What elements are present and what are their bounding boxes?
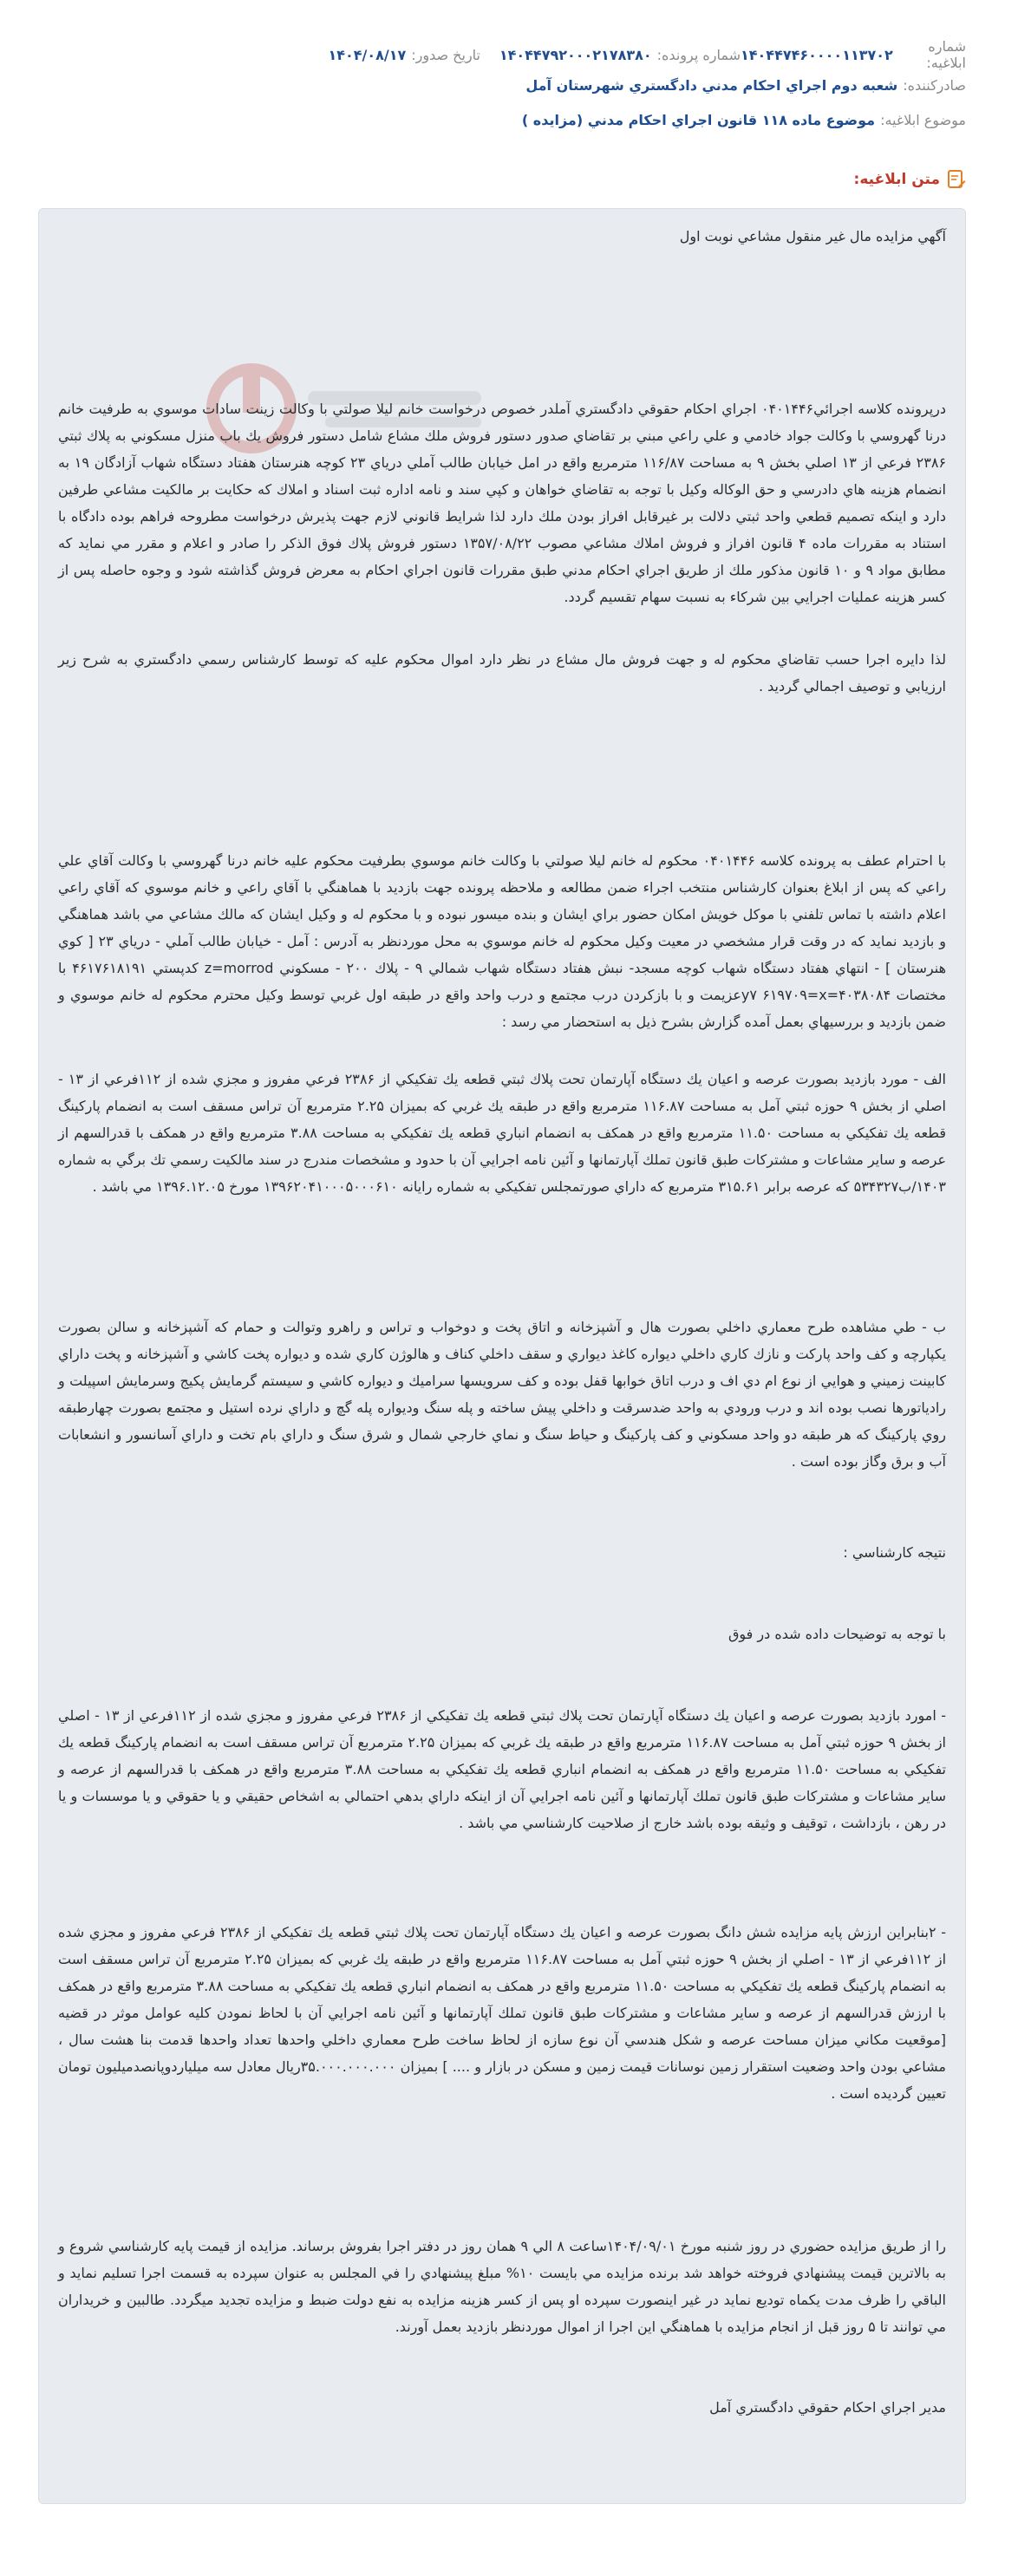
paragraph-6: نتيجه كارشناسي : bbox=[843, 1544, 946, 1561]
notice-header bbox=[52, 38, 966, 137]
notice-body-panel bbox=[38, 208, 966, 2504]
notice-number-label: شماره ابلاغيه: bbox=[926, 38, 966, 71]
issue-date-label: تاريخ صدور: bbox=[411, 46, 480, 63]
notice-number-field bbox=[741, 38, 966, 71]
paragraph-9: - ۲بنابراين ارزش پايه مزايده شش دانگ بصورت عرصه و اعيان يك دستگاه آپارتمان تحت پلاك ثبتي قطعه يك تفكيكي از ۲۳۸۶ فرعي مفروز و مجزي شده از ۱۱۲فرعي از ۱۳ - اصلي از بخش ۹ حوزه ثبتي آمل به مساحت ۱۱۶.۸۷ مترمربع واقع در طبقه يك غربي كه بميزان ۲.۲۵ مترمربع آن تراس مسقف است به انضمام پاركينگ قطعه يك تفكيكي به مساحت ۱۱.۵۰ مترمربع واقع در همكف به انضمام انباري قطعه يك تفكيكي به مساحت ۳.۸۸ مترمربع واقع در همكف با ارزش قدرالسهم از عرصه و ساير مشاعات و مشتركات طبق قانون تملك آپارتمانها و آئين نامه اجرايي آن با لحاظ نمودن كليه عوامل موثر در قضيه [موقعيت مكاني ميزان مساحت عرصه و شكل هندسي آن نوع سازه از لحاظ ساخت طرح معماري داخلي واحدها تعداد واحدها قدمت بنا هشت سال ، مشاعي بودن واحد وضعيت استقرار زمين نوسانات قيمت زمين و مسكن در بازار و .... ] بميزان ۳۵.۰۰۰.۰۰۰.۰۰۰ريال معادل سه ميلياردوپانصدميليون تومان تعيين گرديده است . bbox=[58, 1924, 947, 2102]
subject-row bbox=[52, 102, 966, 137]
case-number-field bbox=[480, 47, 741, 63]
case-number: ۱۴۰۴۴۷۹۲۰۰۰۲۱۷۸۳۸۰ bbox=[499, 46, 652, 63]
issue-date: ۱۴۰۴/۰۸/۱۷ bbox=[328, 46, 407, 63]
subject-label: موضوع ابلاغيه: bbox=[880, 111, 966, 128]
notice-meta-row bbox=[52, 38, 966, 71]
notice-text-heading bbox=[854, 169, 966, 190]
issue-date-field bbox=[220, 47, 480, 63]
case-number-label: شماره پرونده: bbox=[656, 46, 741, 63]
paragraph-7: با توجه به توضيحات داده شده در فوق bbox=[728, 1626, 946, 1642]
document-edit-icon bbox=[947, 169, 966, 190]
issuer-label: صادرکننده: bbox=[903, 76, 966, 94]
notice-title: آگهي مزايده مال غير منقول مشاعي نوبت اول bbox=[679, 228, 946, 245]
notice-number: ۱۴۰۴۴۷۴۶۰۰۰۰۱۱۳۷۰۲ bbox=[741, 46, 893, 63]
signature: مدير اجراي احكام حقوقي دادگستري آمل bbox=[709, 2399, 946, 2416]
issuer: شعبه دوم اجراي احكام مدني دادگستري شهرستان آمل bbox=[525, 76, 898, 94]
paragraph-8: - امورد بازديد بصورت عرصه و اعيان يك دستگاه آپارتمان تحت پلاك ثبتي قطعه يك تفكيكي از ۲۳۸۶ فرعي مفروز و مجزي شده از ۱۱۲فرعي از ۱۳ - اصلي از بخش ۹ حوزه ثبتي آمل به مساحت ۱۱۶.۸۷ مترمربع واقع در طبقه يك غربي كه بميزان ۲.۲۵ مترمربع آن تراس مسقف است به انضمام پاركينگ قطعه يك تفكيكي به مساحت ۱۱.۵۰ مترمربع واقع در همكف به انضمام انباري قطعه يك تفكيكي به مساحت ۳.۸۸ مترمربع واقع در همكف با قدرالسهم از عرصه و ساير مشاعات و مشتركات طبق قانون تملك آپارتمانها و آئين نامه اجرايي آن از اينكه داراي بدهي احتمالي به اشخاص حقيقي و يا حقوقي و يا موسسات و يا در رهن ، بازداشت ، توقيف و وثيقه بوده باشد خارج از صلاحيت كارشناسي مي باشد . bbox=[58, 1707, 947, 1831]
paragraph-1: درپرونده كلاسه اجرائي۰۴۰۱۴۴۶ اجراي احكام حقوقي دادگستري آملدر خصوص درخواست خانم ليلا صولتي با وكالت زينت سادات موسوي به طرفيت خانم درنا گهروسي با وكالت جواد خادمي و علي راعي مبني بر تقاضاي صدور دستور فروش ملك مشاع شامل دستور فروش يك باب منزل مسكوني به پلاك ثبتي ۲۳۸۶ فرعي از ۱۳ اصلي بخش ۹ به مساحت ۱۱۶/۸۷ مترمربع واقع در امل خيابان طالب آملي درياي ۲۳ كوچه هنرستان هفتاد دستگاه شهاب آزادگان ۱۹ به انضمام هزينه هاي دادرسي و حق الوكاله وكيل با توجه به تقاضاي خواهان و كپي سند و نامه اداره ثبت اسناد و املاك كه حكايت بر مالكيت مشاعي طرفين دارد و اينكه تصميم قطعي واحد ثبتي دلالت بر غيرقابل افراز بودن ملك دارد لذا شرايط قانوني لازم جهت پذيرش درخواست مطروحه فراهم بوده دادگاه با استناد به مقررات ماده ۴ قانون افراز و فروش املاك مشاعي مصوب ۱۳۵۷/۰۸/۲۲ دستور فروش پلاك فوق الذكر را صادر و اعلام و مقرر مي نمايد كه مطابق مواد ۹ و ۱۰ قانون مذكور ملك از طريق اجراي احكام مدني طبق مقررات قانون اجراي احكام به معرض فروش گذاشته شود و وجوه حاصله پس از كسر هزينه عمليات اجرايي بين شركاء به نسبت سهام تقسيم گردد. bbox=[58, 401, 947, 605]
paragraph-5: ب - طي مشاهده طرح معماري داخلي بصورت هال و آشپزخانه و اتاق پخت و دوخواب و تراس و راهرو وتوالت و حمام كه آشپزخانه و سالن بصورت يكپارچه و كف واحد پاركت و نازك كاري داخلي ديواره كاغذ ديواري و سقف داخلي كناف و هالوژن كاري شده و ديواره پخت كاشي و آشپزخانه و پخت داراي كابينت زميني و هوايي از نوع ام دي اف و درب اتاق خوابها قفل بوده و كف سرويسها سراميك و ديواره كاشي و سيستم گرمايش پكيج وسرمايش اسپيلت و رادياتورها نصب بوده اند و درب ورودي به واحد ضدسرقت و داخلي پيش ساخته و پله سنگ ودیواره پله گچ و داراي نرده استيل و مجتمع بصورت چهارطبقه روي پاركينگ كه هر طبقه دو واحد مسكوني و كف پاركينگ و حياط سنگ و نماي خارجي شمال و شرق سنگ و داراي بام تخت و داراي آسانسور و انشعابات آب و برق وگاز بوده است . bbox=[58, 1319, 946, 1470]
notice-text-title: متن ابلاغيه: bbox=[853, 171, 940, 188]
subject: موضوع ماده ۱۱۸ قانون اجراي احكام مدني (مزايده ) bbox=[521, 111, 876, 128]
issuer-row bbox=[52, 68, 966, 102]
paragraph-4: الف - مورد بازديد بصورت عرصه و اعيان يك دستگاه آپارتمان تحت پلاك ثبتي قطعه يك تفكيكي از ۲۳۸۶ فرعي مفروز و مجزي شده از ۱۱۲فرعي از ۱۳ - اصلي از بخش ۹ حوزه ثبتي آمل به مساحت ۱۱۶.۸۷ مترمربع واقع در طبقه يك غربي كه بميزان ۲.۲۵ مترمربع آن تراس مسقف است به انضمام پاركينگ قطعه يك تفكيكي به مساحت ۱۱.۵۰ مترمربع واقع در همكف به انضمام انباري قطعه يك تفكيكي به مساحت ۳.۸۸ مترمربع واقع در همكف با قدرالسهم از عرصه و ساير مشاعات و مشتركات طبق قانون تملك آپارتمانها و آئين نامه اجرايي آن با حدود و مشخصات مندرج در سند مالكيت رسمي تك برگي به شماره ۱۴۰۳/ب۵۳۴۳۲۷ كه عرصه برابر ۳۱۵.۶۱ مترمربع كه داراي صورتمجلس تفكيكي به شماره رايانه ۱۳۹۶۲۰۴۱۰۰۰۵۰۰۰۶۱۰ مورخ ۱۳۹۶.۱۲.۰۵ مي باشد . bbox=[58, 1071, 947, 1195]
paragraph-3: با احترام عطف به پرونده كلاسه ۰۴۰۱۴۴۶ محكوم له خانم ليلا صولتي با وكالت خانم موسوي بطرفيت محكوم عليه خانم درنا گهروسي با وكالت آقاي علي راعي كه پس از ابلاغ بعنوان كارشناس منتخب اجراء ضمن مطالعه و ملاحظه پرونده جهت بازديد با هماهنگي با آقاي راعي و خانم موسوي كه آقاي راعي اعلام داشته با تماس تلفني با موكل خويش امكان حضور براي ايشان و بنده ميسور نبوده و با محكوم له و وكيل ايشان كه مالك مشاعي مي باشد هماهنگي و بازديد نمايد كه در وقت قرار مشخصي در معيت وكيل محكوم له خانم موسوي به محل موردنظر به آدرس : آمل - خيابان طالب آملي - درياي ۲۳ [ كوي هنرستان ] - انتهاي هفتاد دستگاه شهاب كوچه مسجد- نبش هفتاد دستگاه شهاب شمالي ۹ - پلاك ۲۰۰ - مسكوني z=morrod كدپستي ۴۶۱۷۶۱۸۱۹۱ با مختصات ۴۰۳۸۰۸۴=y۷ ۶۱۹۷۰۹=xعزيمت و با بازكردن درب مجتمع و درب واحد واقع در طبقه اول غربي توسط وكيل محترم محكوم له خانم موسوي و ضمن بازديد و بررسيهاي بعمل آمده گزارش بشرح ذيل به استحضار مي رسد : bbox=[58, 852, 947, 1030]
paragraph-10: را از طريق مزايده حضوري در روز شنبه مورخ ۱۴۰۴/۰۹/۰۱ساعت ۸ الي ۹ همان روز در دفتر اجرا بفروش برساند. مزايده از قيمت پايه كارشناسي شروع و به بالاترين قيمت پيشنهادي فروخته خواهد شد برنده مزايده مي بايست ۱۰% مبلغ پيشنهادي را في المجلس به عنوان سپرده به قسمت اجرا تسليم نمايد و الباقي را ظرف مدت يكماه توديع نمايد در غير اينصورت سپرده او پس از كسر هزينه مزايده به نفع دولت ضبط و مزايده تجديد ميگردد. طالبين و خريداران مي توانند تا ۵ روز قبل از انجام مزايده با هماهنگي اين اجرا از اموال موردنظر بازديد بعمل آورند. bbox=[58, 2238, 947, 2335]
paragraph-2: لذا دايره اجرا حسب تقاضاي محكوم له و جهت فروش مال مشاع در نظر دارد اموال محكوم عليه كه توسط كارشناس رسمي دادگستري به شرح زير ارزيابي و توصيف اجمالي گرديد . bbox=[58, 651, 946, 695]
